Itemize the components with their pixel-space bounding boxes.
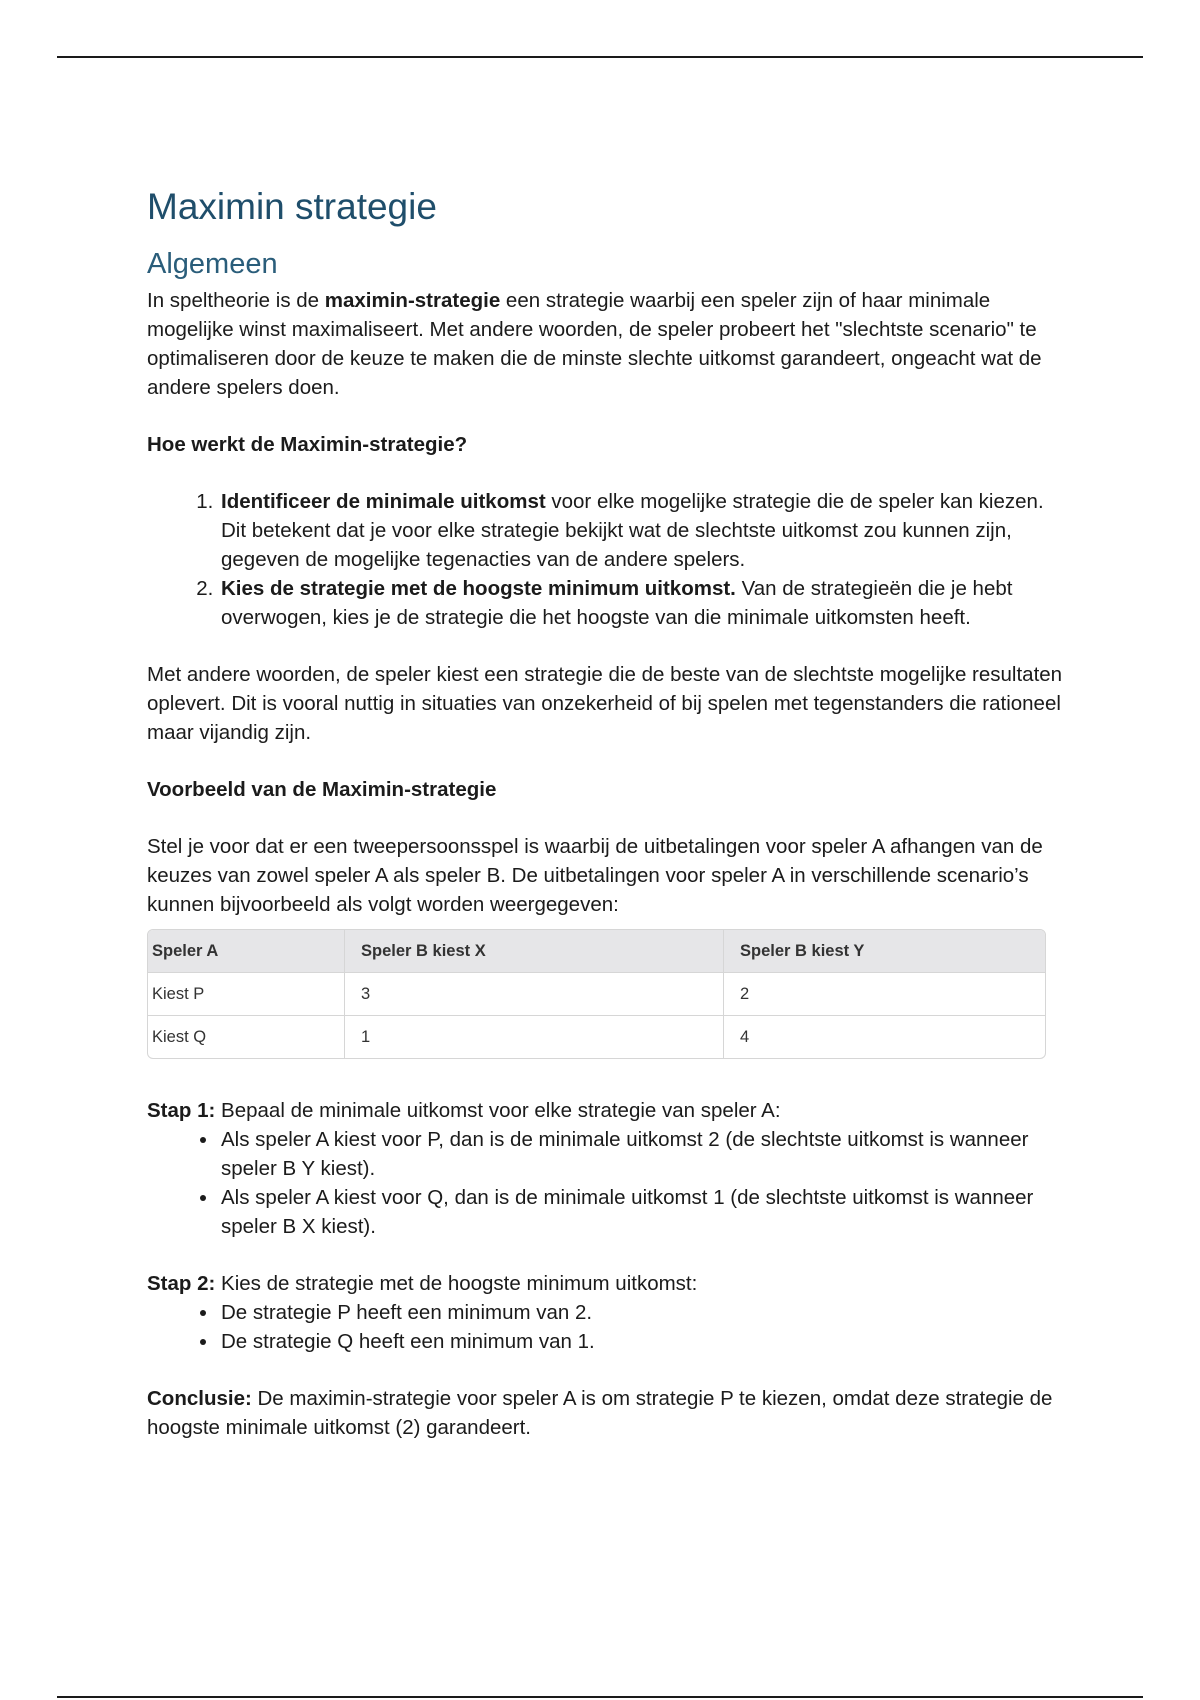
header-rule: [57, 56, 1143, 58]
example-heading: Voorbeeld van de Maximin-strategie: [147, 778, 497, 801]
summary-paragraph: Met andere woorden, de speler kiest een strategie die de beste van de slechtste mogelijke resultaten oplevert. Dit is vooral nuttig in situaties van onzekerheid of bij spelen met tegenstanders die rationeel maar vijandig zijn.: [147, 663, 1063, 744]
table-cell: 3: [345, 973, 724, 1016]
steps-list: [147, 487, 1067, 632]
document-body: [147, 182, 1067, 1442]
table-header-row: [148, 930, 1045, 973]
list-item: 1. Identificeer de minimale uitkomst voor elke mogelijke strategie die de speler kan kiezen. Dit betekent dat je voor elke strategie bekijkt wat de slechtste uitkomst zou kunnen zijn, gegeven de mogelijke tegenacties van de andere spelers.: [219, 487, 1067, 574]
table-header-cell: Speler A: [148, 930, 345, 973]
payoff-table: [147, 929, 1046, 1059]
list-item: • Als speler A kiest voor P, dan is de minimale uitkomst 2 (de slechtste uitkomst is wanneer speler B Y kiest).: [219, 1125, 1067, 1183]
table-row: [148, 1016, 1045, 1058]
conclusion-paragraph: Conclusie: De maximin-strategie voor speler A is om strategie P te kiezen, omdat deze strategie de hoogste minimale uitkomst (2) garandeert.: [147, 1387, 1053, 1439]
table-cell: Kiest P: [148, 973, 345, 1016]
how-heading: Hoe werkt de Maximin-strategie?: [147, 433, 468, 456]
step2-paragraph: Stap 2: Kies de strategie met de hoogste minimum uitkomst:: [147, 1272, 698, 1295]
step2-list: [147, 1298, 1067, 1356]
table-cell: 2: [724, 973, 1045, 1016]
step1-paragraph: Stap 1: Bepaal de minimale uitkomst voor elke strategie van speler A:: [147, 1099, 781, 1122]
example-intro: Stel je voor dat er een tweepersoonsspel is waarbij de uitbetalingen voor speler A afhangen van de keuzes van zowel speler A als speler B. De uitbetalingen voor speler A in verschillende scenario’s kunnen bijvoorbeeld als volgt worden weergegeven:: [147, 835, 1043, 916]
table-cell: 4: [740, 1027, 750, 1046]
table-header-cell: Speler B kiest X: [345, 930, 724, 973]
footer-rule: [57, 1696, 1143, 1698]
page-title: Maximin strategie: [147, 186, 437, 227]
table-cell: Kiest Q: [148, 1016, 345, 1058]
section-heading: Algemeen: [147, 248, 278, 280]
table-cell: 1: [345, 1016, 724, 1058]
list-item: • Als speler A kiest voor Q, dan is de minimale uitkomst 1 (de slechtste uitkomst is wanneer speler B X kiest).: [219, 1183, 1067, 1241]
table-row: [148, 973, 1045, 1016]
list-item: 2. Kies de strategie met de hoogste minimum uitkomst. Van de strategieën die je hebt overwogen, kies je de strategie die het hoogste van die minimale uitkomsten heeft.: [219, 574, 1067, 632]
intro-paragraph: In speltheorie is de maximin-strategie een strategie waarbij een speler zijn of haar minimale mogelijke winst maximaliseert. Met andere woorden, de speler probeert het "slechtste scenario" te optimaliseren door de keuze te maken die de minste slechte uitkomst garandeert, ongeacht wat de andere spelers doen.: [147, 289, 1042, 399]
list-item: • De strategie Q heeft een minimum van 1.: [219, 1327, 1067, 1356]
step1-list: [147, 1125, 1067, 1241]
table-header-cell: Speler B kiest Y: [724, 930, 1045, 973]
list-item: • De strategie P heeft een minimum van 2.: [219, 1298, 1067, 1327]
